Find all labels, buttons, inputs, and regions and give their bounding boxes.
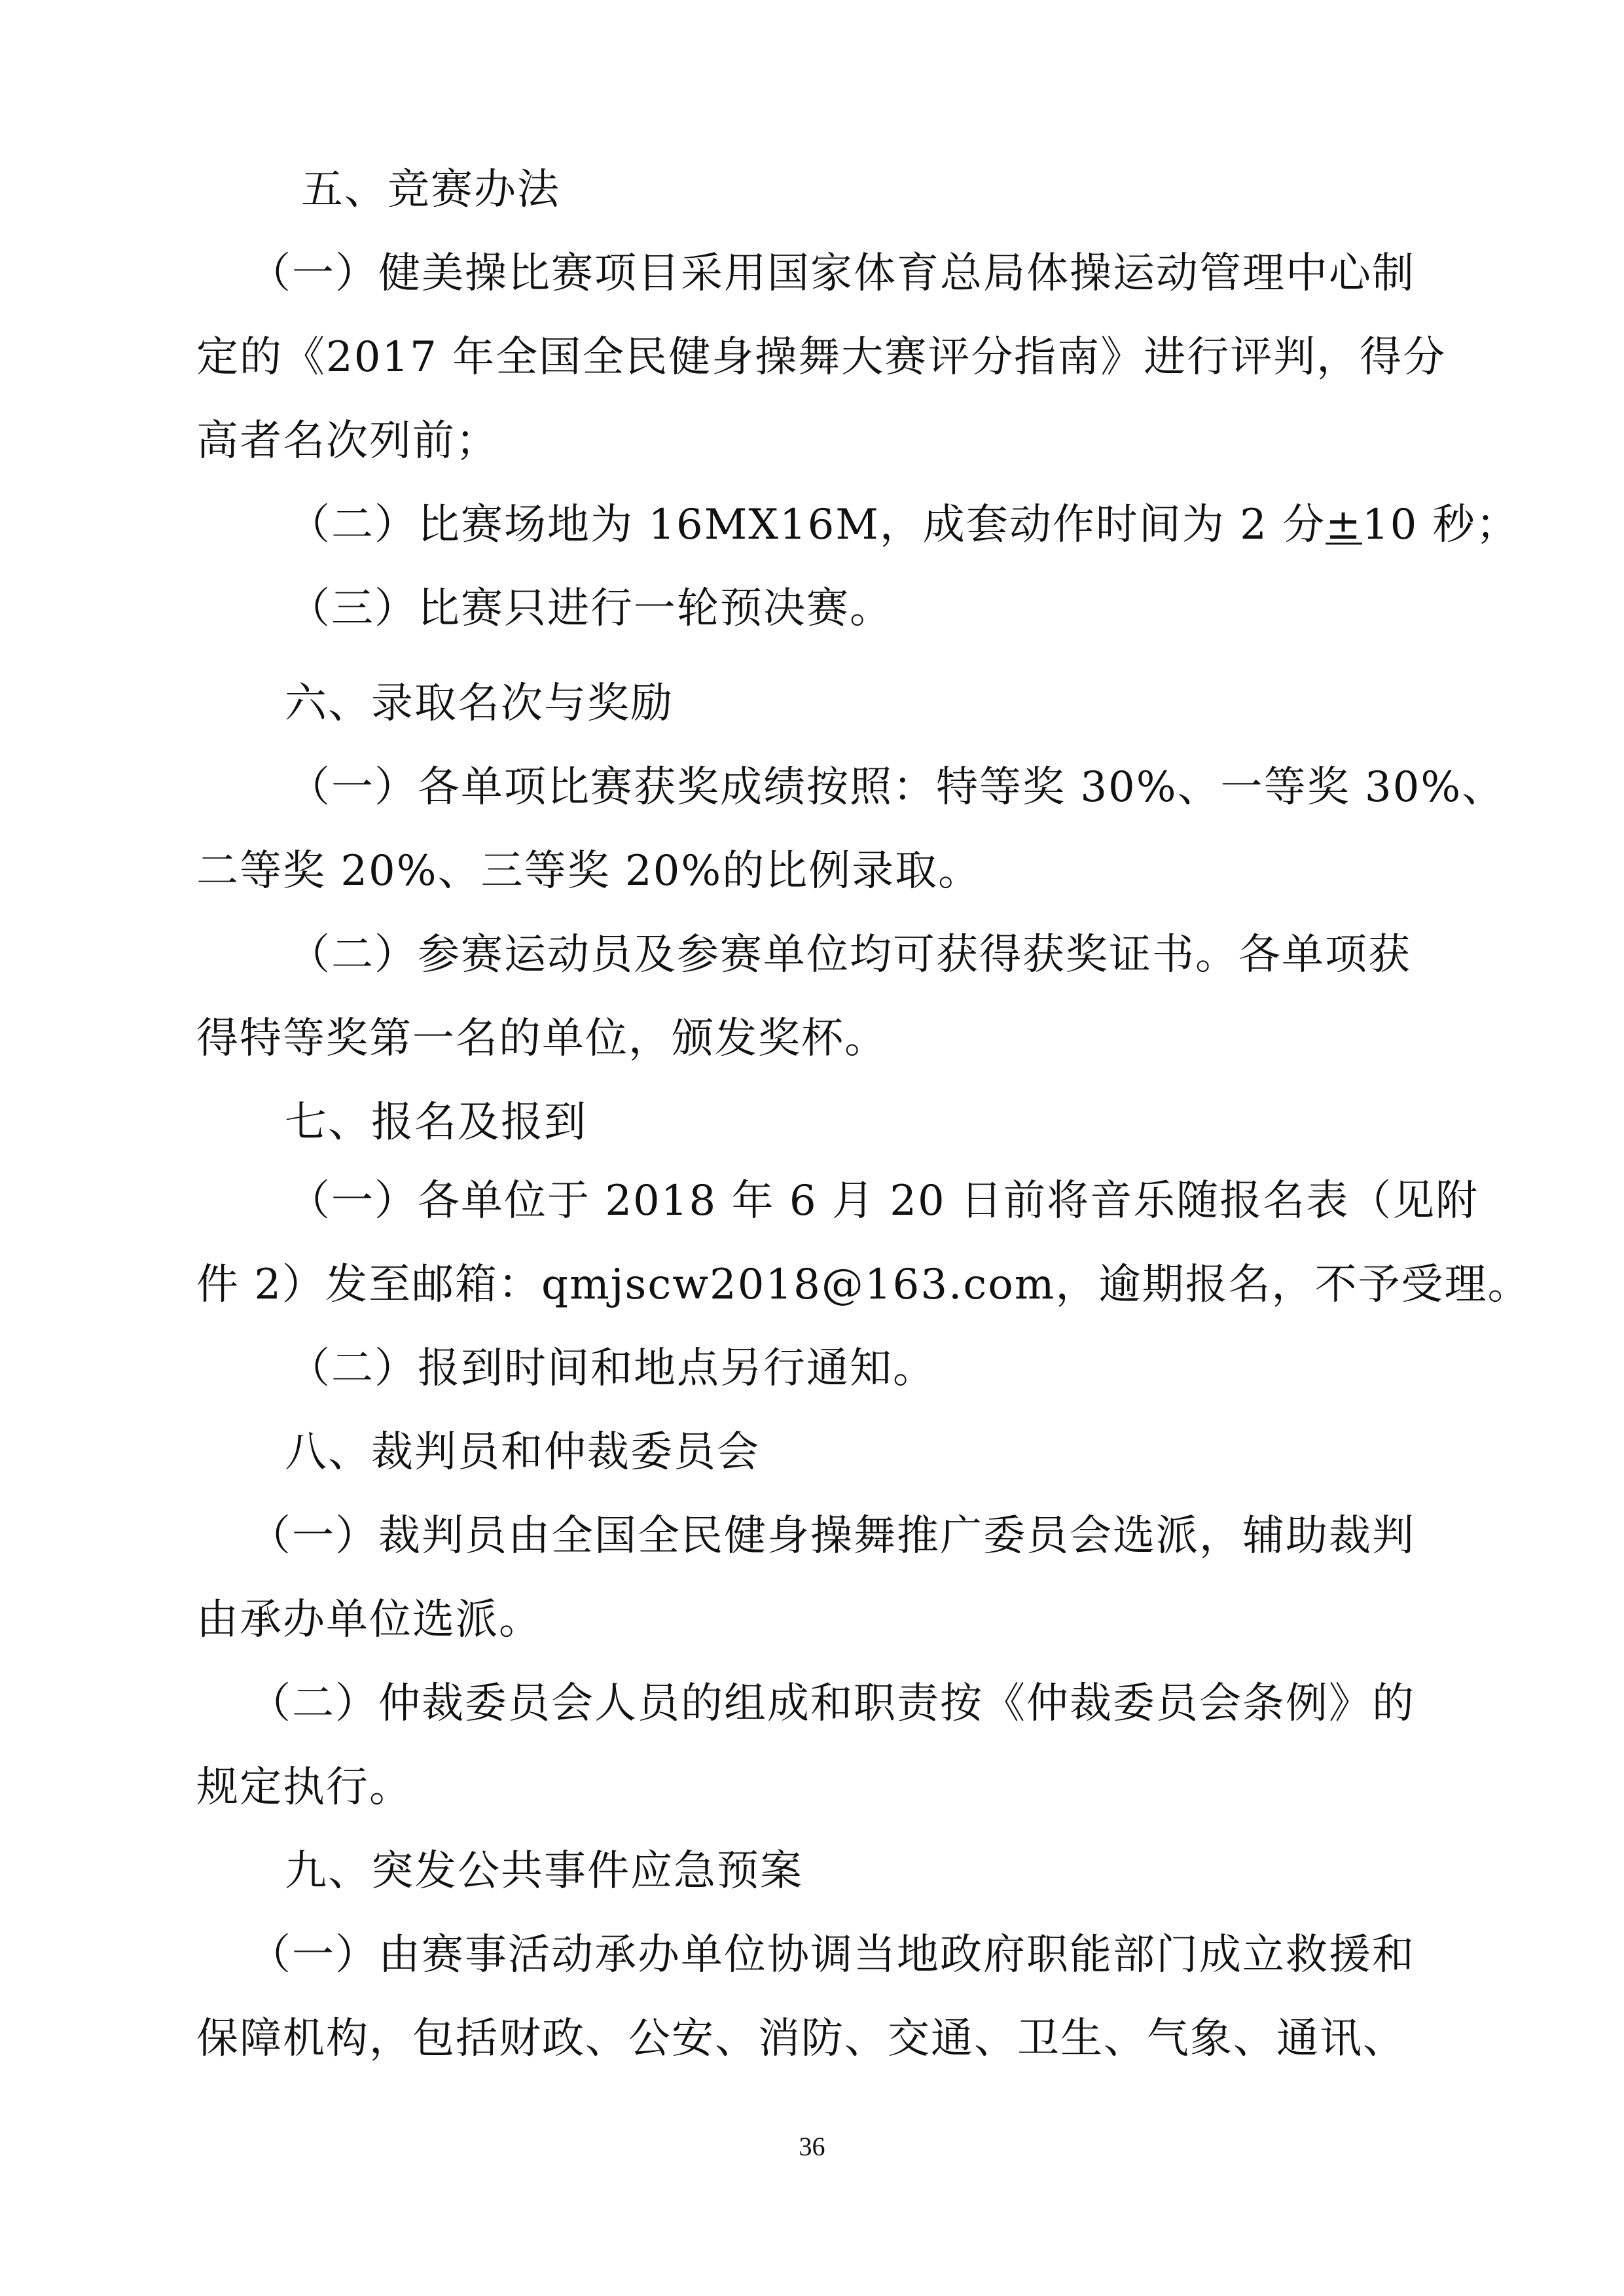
s7-item1-line1: （一）各单位于 2018 年 6 月 20 日前将音乐随报名表（见附: [288, 1177, 1479, 1225]
s9-item1-line2: 保障机构，包括财政、公安、消防、交通、卫生、气象、通讯、: [196, 2015, 1406, 2063]
s6-item1-line1: （一）各单项比赛获奖成绩按照：特等奖 30%、一等奖 30%、: [288, 763, 1506, 812]
section-heading-5: 五、竞赛办法: [301, 166, 560, 214]
s6-item1-line2: 二等奖 20%、三等奖 20%的比例录取。: [196, 847, 982, 895]
s5-item2-suffix: 10 秒；: [1362, 501, 1519, 549]
s7-item1-line2: 件 2）发至邮箱：qmjscw2018@163.com，逾期报名，不予受理。: [196, 1261, 1531, 1309]
s5-item2: [288, 499, 1532, 551]
s6-item2-line2: 得特等奖第一名的单位，颁发奖杯。: [196, 1014, 888, 1063]
s6-item2-line1: （二）参赛运动员及参赛单位均可获得获奖证书。各单项获: [288, 931, 1411, 979]
page-number: 36: [799, 2132, 825, 2161]
s8-item2-line1: （二）仲裁委员会人员的组成和职责按《仲裁委员会条例》的: [249, 1679, 1415, 1728]
section-heading-8: 八、裁判员和仲裁委员会: [285, 1428, 760, 1477]
s5-item1-line3: 高者名次列前；: [196, 417, 499, 465]
s5-item1-line2: 定的《2017 年全国全民健身操舞大赛评分指南》进行评判，得分: [196, 333, 1447, 382]
section-heading-9: 九、突发公共事件应急预案: [285, 1847, 803, 1895]
s9-item1-line1: （一）由赛事活动承办单位协调当地政府职能部门成立救援和: [249, 1931, 1415, 1979]
s5-item1-line1: （一）健美操比赛项目采用国家体育总局体操运动管理中心制: [249, 249, 1415, 298]
s8-item1-line2: 由承办单位选派。: [196, 1596, 542, 1644]
s5-item3: （三）比赛只进行一轮预决赛。: [288, 584, 893, 633]
section-heading-7: 七、报名及报到: [285, 1098, 587, 1147]
s7-item2: （二）报到时间和地点另行通知。: [288, 1344, 936, 1393]
s8-item2-line2: 规定执行。: [196, 1763, 412, 1812]
section-heading-6: 六、录取名次与奖励: [285, 679, 674, 728]
s5-item2-prefix: （二）比赛场地为 16MX16M，成套动作时间为 2 分: [288, 501, 1326, 549]
plus-minus-symbol: ±: [1326, 501, 1362, 549]
s8-item1-line1: （一）裁判员由全国全民健身操舞推广委员会选派，辅助裁判: [249, 1512, 1415, 1560]
